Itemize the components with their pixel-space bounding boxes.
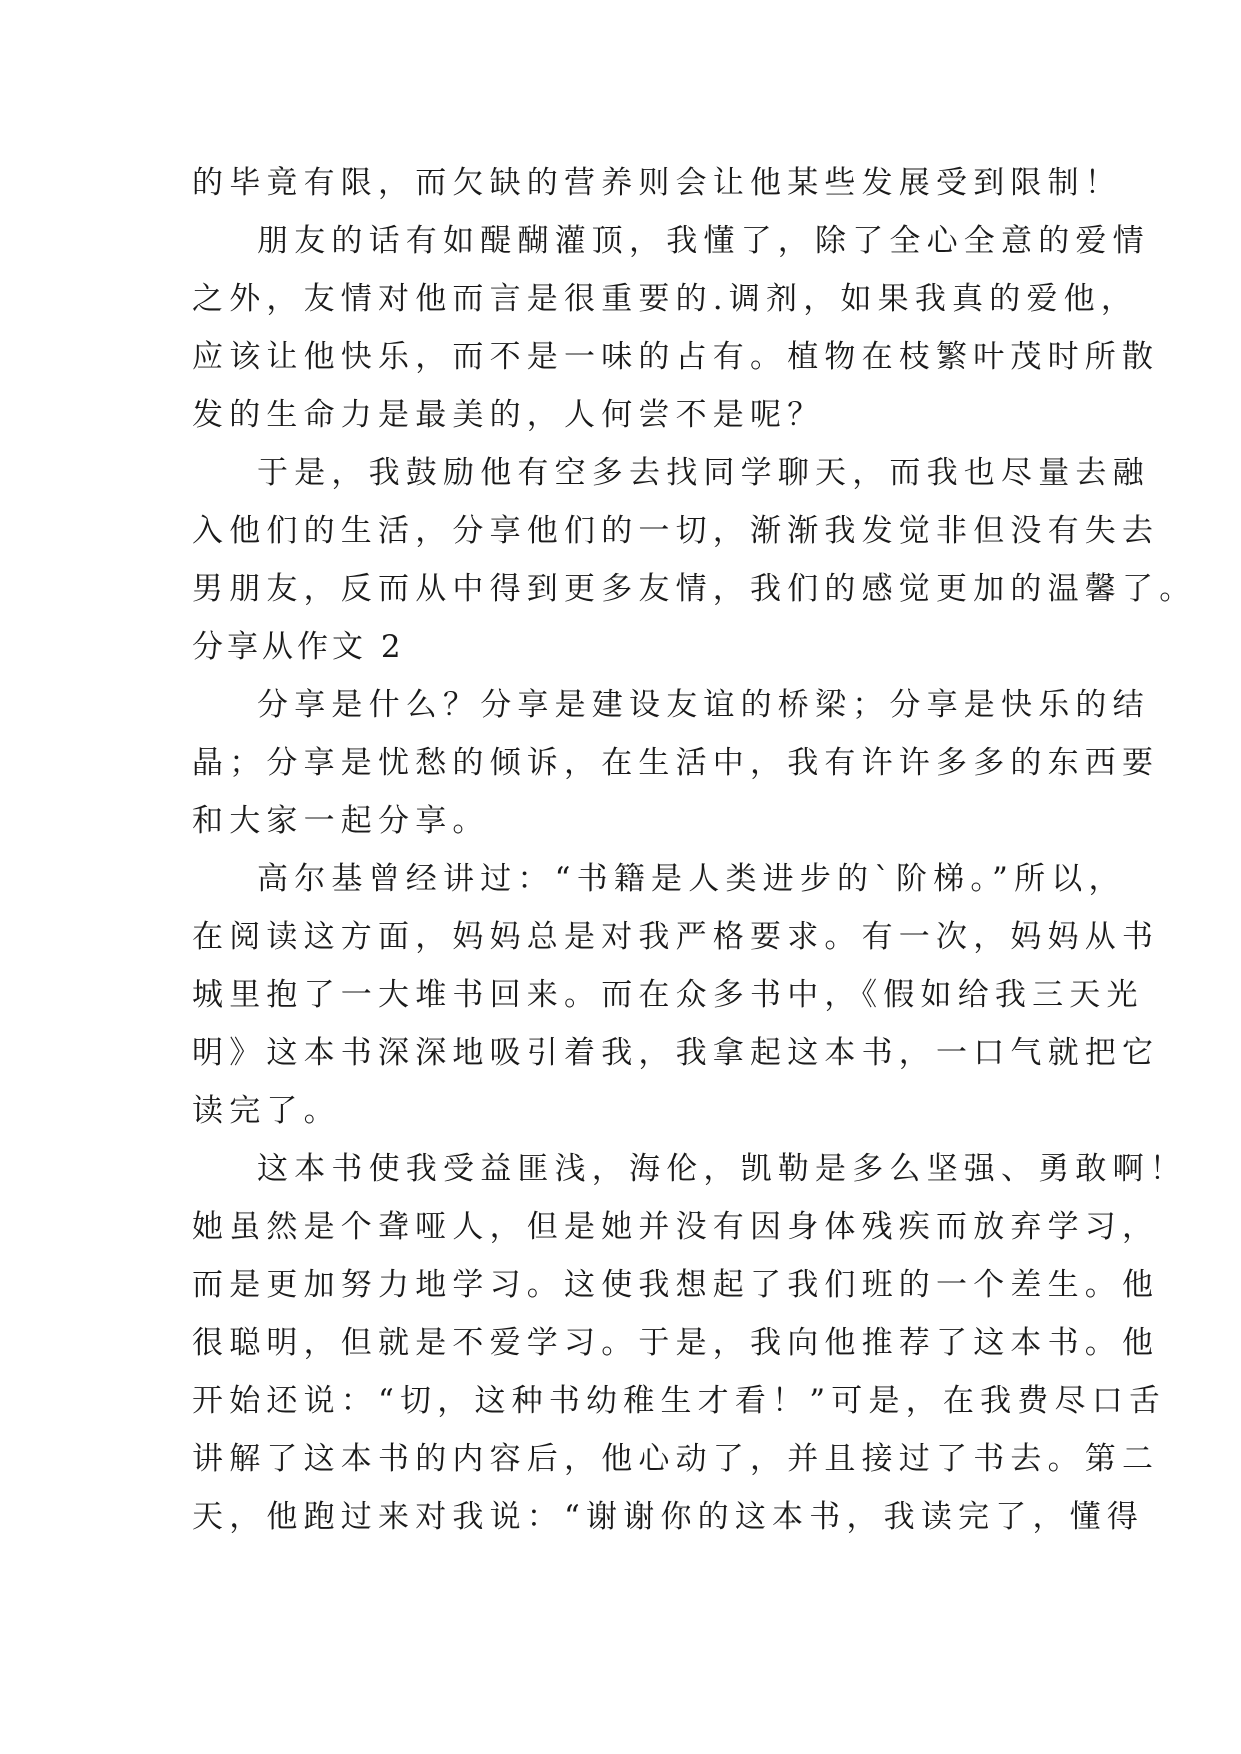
text-line: 应该让他快乐，而不是一味的占有。植物在枝繁叶茂时所散: [192, 339, 1160, 375]
text-line: 男朋友，反而从中得到更多友情，我们的感觉更加的温馨了。: [192, 571, 1197, 607]
text-line: 读完了。: [192, 1093, 341, 1129]
text-line: 开始还说：“切，这种书幼稚生才看！”可是，在我费尽口舌: [192, 1383, 1167, 1419]
text-line: 天，他跑过来对我说：“谢谢你的这本书，我读完了，懂得: [192, 1499, 1145, 1535]
text-line: 和大家一起分享。: [192, 803, 490, 839]
paragraph-start-line: 这本书使我受益匪浅，海伦，凯勒是多么坚强、勇敢啊！: [257, 1151, 1187, 1187]
text-line: 的毕竟有限，而欠缺的营养则会让他某些发展受到限制！: [192, 165, 1122, 201]
text-line: 之外，友情对他而言是很重要的.调剂，如果我真的爱他，: [192, 281, 1139, 317]
section-heading: 分享从作文 2: [192, 629, 405, 665]
paragraph-start-line: 于是，我鼓励他有空多去找同学聊天，而我也尽量去融: [257, 455, 1150, 491]
text-line: 她虽然是个聋哑人，但是她并没有因身体残疾而放弃学习，: [192, 1209, 1160, 1245]
paragraph-start-line: 分享是什么？分享是建设友谊的桥梁；分享是快乐的结: [257, 687, 1150, 723]
text-line: 在阅读这方面，妈妈总是对我严格要求。有一次，妈妈从书: [192, 919, 1160, 955]
text-line: 而是更加努力地学习。这使我想起了我们班的一个差生。他: [192, 1267, 1160, 1303]
paragraph-start-line: 朋友的话有如醍醐灌顶，我懂了，除了全心全意的爱情: [257, 223, 1150, 259]
text-line: 城里抱了一大堆书回来。而在众多书中，《假如给我三天光: [192, 977, 1144, 1013]
text-line: 很聪明，但就是不爱学习。于是，我向他推荐了这本书。他: [192, 1325, 1160, 1361]
document-body: [192, 154, 1197, 1546]
text-line: 明》这本书深深地吸引着我，我拿起这本书，一口气就把它: [192, 1035, 1160, 1071]
text-line: 晶；分享是忧愁的倾诉，在生活中，我有许许多多的东西要: [192, 745, 1160, 781]
text-line: 讲解了这本书的内容后，他心动了，并且接过了书去。第二: [192, 1441, 1160, 1477]
text-line: 入他们的生活，分享他们的一切，渐渐我发觉非但没有失去: [192, 513, 1160, 549]
text-line: 发的生命力是最美的，人何尝不是呢？: [192, 397, 825, 433]
paragraph-start-line: 高尔基曾经讲过：“书籍是人类进步的`阶梯。”所以，: [257, 861, 1126, 897]
